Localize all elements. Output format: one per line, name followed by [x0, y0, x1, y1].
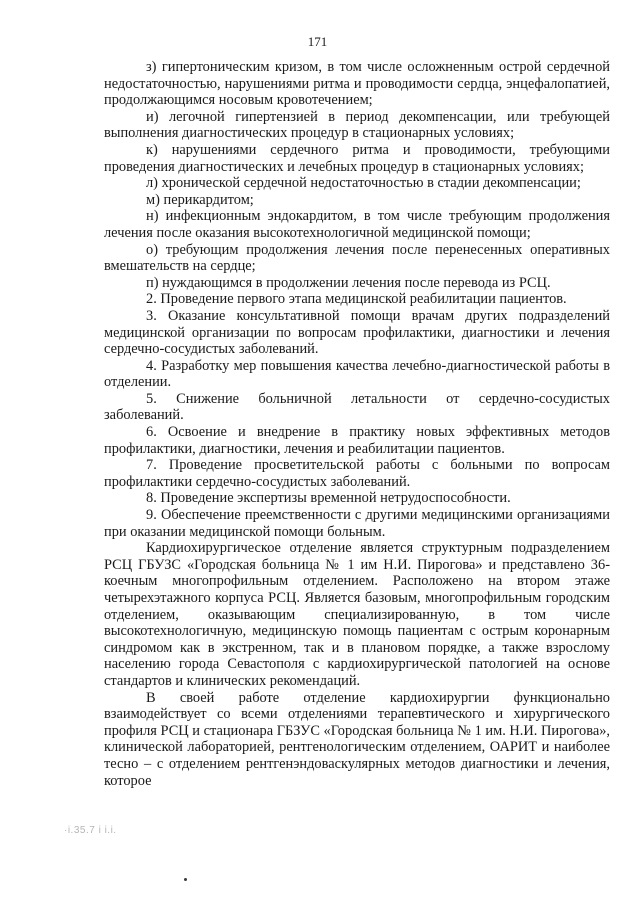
paragraph-item-k: к) нарушениями сердечного ритма и проводимости, требующими проведения диагностических и лечебных процедур в стационарных условиях; — [104, 141, 610, 175]
scan-artifact-mark: ·i.35.7 i i.i. — [64, 825, 117, 836]
paragraph-task-4: 4. Разработку мер повышения качества лечебно-диагностической работы в отделении. — [104, 357, 610, 391]
paragraph-item-l: л) хронической сердечной недостаточностью в стадии декомпенсации; — [146, 175, 581, 192]
paragraph-item-i: и) легочной гипертензией в период декомпенсации, или требующей выполнения диагностических процедур в стационарных условиях; — [104, 108, 610, 142]
paragraph-task-9: 9. Обеспечение преемственности с другими медицинскими организациями при оказании медицинской помощи больным. — [104, 507, 610, 540]
scan-artifact-dot — [184, 878, 187, 881]
body-text — [104, 59, 610, 789]
paragraph-item-m: м) перикардитом; — [146, 191, 254, 208]
paragraph-item-o: о) требующим продолжения лечения после перенесенных оперативных вмешательств на сердце; — [104, 241, 610, 275]
paragraph-item-z: з) гипертоническим кризом, в том числе осложненным острой сердечной недостаточностью, нарушениями ритма и проводимости сердца, энцефалопатией, продолжающимся носовым кровотечением; — [104, 59, 610, 109]
paragraph-department-interaction: В своей работе отделение кардиохирургии функционально взаимодействует со всеми отделениями терапевтического и хирургического профиля РСЦ и стационара ГБЗУС «Городская больница № 1 им. Н.И. Пирогова», клинической лабораторией, рентгенологическим отделением, ОАРИТ и наиболее тесно – с отделением рентгенэндоваскулярных методов диагностики и лечения, которое — [104, 689, 610, 789]
paragraph-task-6: 6. Освоение и внедрение в практику новых эффективных методов профилактики, диагностики, лечения и реабилитации пациентов. — [104, 424, 610, 457]
paragraph-item-p: п) нуждающимся в продолжении лечения после перевода из РСЦ. — [146, 274, 551, 291]
paragraph-task-3: 3. Оказание консультативной помощи врачам других подразделений медицинской организации по вопросам профилактики, диагностики и лечения сердечно-сосудистых заболеваний. — [104, 307, 610, 358]
paragraph-department-description: Кардиохирургическое отделение является структурным подразделением РСЦ ГБУЗС «Городская больница № 1 им Н.И. Пирогова» и представлено 36-коечным многопрофильным отделением. Расположено на втором этаже четырехэтажного корпуса РСЦ. Является базовым, многопрофильным городским отделением, оказывающим специализированную, в том числе высокотехнологичную, медицинскую помощь пациентам с острым коронарным синдромом как в экстренном, так и в плановом порядке, а также взрослому населению города Севастополя с кардиохирургической патологией на основе стандартов и клинических рекомендаций. — [104, 540, 610, 689]
page-number: 171 — [307, 34, 328, 49]
paragraph-task-2: 2. Проведение первого этапа медицинской реабилитации пациентов. — [146, 291, 567, 308]
paragraph-task-7: 7. Проведение просветительской работы с больными по вопросам профилактики сердечно-сосудистых заболеваний. — [104, 457, 610, 490]
paragraph-item-n: н) инфекционным эндокардитом, в том числе требующим продолжения лечения после оказания высокотехнологичной медицинской помощи; — [104, 208, 610, 241]
paragraph-task-5: 5. Снижение больничной летальности от сердечно-сосудистых заболеваний. — [104, 390, 610, 424]
paragraph-task-8: 8. Проведение экспертизы временной нетрудоспособности. — [146, 490, 511, 507]
